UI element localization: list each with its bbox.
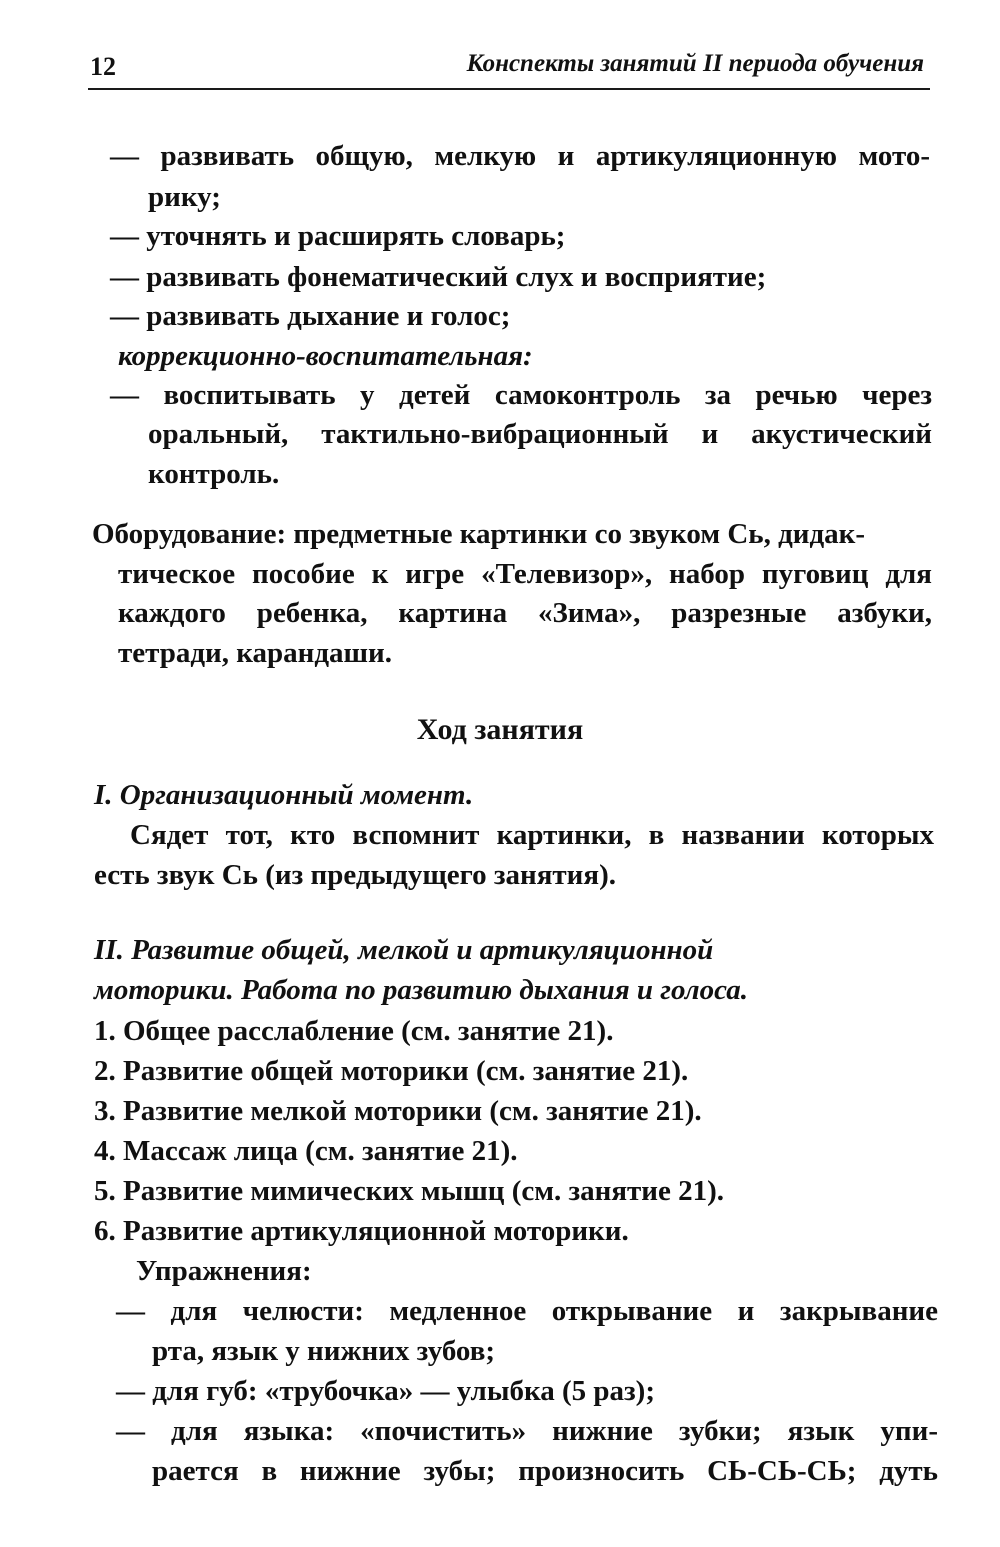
equipment-line: тетради, карандаши. (118, 637, 392, 669)
section-1-title: I. Организационный момент. (94, 779, 474, 811)
goal-line: — уточнять и расширять словарь; (110, 220, 566, 252)
list-item: 5. Развитие мимических мышц (см. занятие 21). (94, 1175, 725, 1207)
list-item: 2. Развитие общей моторики (см. занятие 21). (94, 1055, 689, 1087)
lesson-heading: Ход занятия (416, 713, 584, 746)
section-1-line: Сядет тот, кто вспомнит картинки, в названии которых (130, 819, 934, 851)
equipment-line: тическое пособие к игре «Телевизор», набор пуговиц для (118, 558, 932, 590)
exercise-line: рается в нижние зубы; произносить СЬ-СЬ-СЬ; дуть (152, 1455, 938, 1487)
goal-line: контроль. (148, 458, 280, 490)
section-1-line: есть звук Сь (из предыдущего занятия). (94, 859, 616, 891)
exercises-label: Упражнения: (136, 1255, 312, 1287)
goal-line: — развивать фонематический слух и восприятие; (110, 261, 767, 293)
list-item: 1. Общее расслабление (см. занятие 21). (94, 1015, 614, 1047)
exercise-line: — для челюсти: медленное открывание и закрывание (116, 1295, 938, 1327)
list-item: 3. Развитие мелкой моторики (см. занятие 21). (94, 1095, 702, 1127)
section-2-title: II. Развитие общей, мелкой и артикуляционной (94, 934, 714, 966)
equipment-first-line (92, 520, 934, 549)
exercise-line: — для губ: «трубочка» — улыбка (5 раз); (116, 1375, 655, 1407)
section-2-title: моторики. Работа по развитию дыхания и голоса. (94, 974, 749, 1006)
exercise-line: — для языка: «почистить» нижние зубки; язык упи- (116, 1415, 938, 1447)
equipment-text: предметные картинки со звуком Сь, дидак- (286, 518, 866, 550)
equipment-label: Оборудование: (92, 518, 287, 550)
list-item: 4. Массаж лица (см. занятие 21). (94, 1135, 518, 1167)
equipment-line: каждого ребенка, картина «Зима», разрезные азбуки, (118, 597, 932, 629)
page-number: 12 (90, 52, 116, 81)
goal-line: — воспитывать у детей самоконтроль за речью через (110, 379, 932, 411)
running-title: Конспекты занятий II периода обучения (466, 50, 924, 77)
exercise-line: рта, язык у нижних зубов; (152, 1335, 496, 1367)
goal-line: — развивать дыхание и голос; (110, 300, 511, 332)
goal-line: рику; (148, 181, 221, 213)
goal-section-title: коррекционно-воспитательная: (118, 340, 533, 372)
goal-line: — развивать общую, мелкую и артикуляционную мото- (110, 140, 930, 172)
goal-line: оральный, тактильно-вибрационный и акустический (148, 418, 932, 450)
list-item: 6. Развитие артикуляционной моторики. (94, 1215, 629, 1247)
page-header (88, 48, 930, 90)
